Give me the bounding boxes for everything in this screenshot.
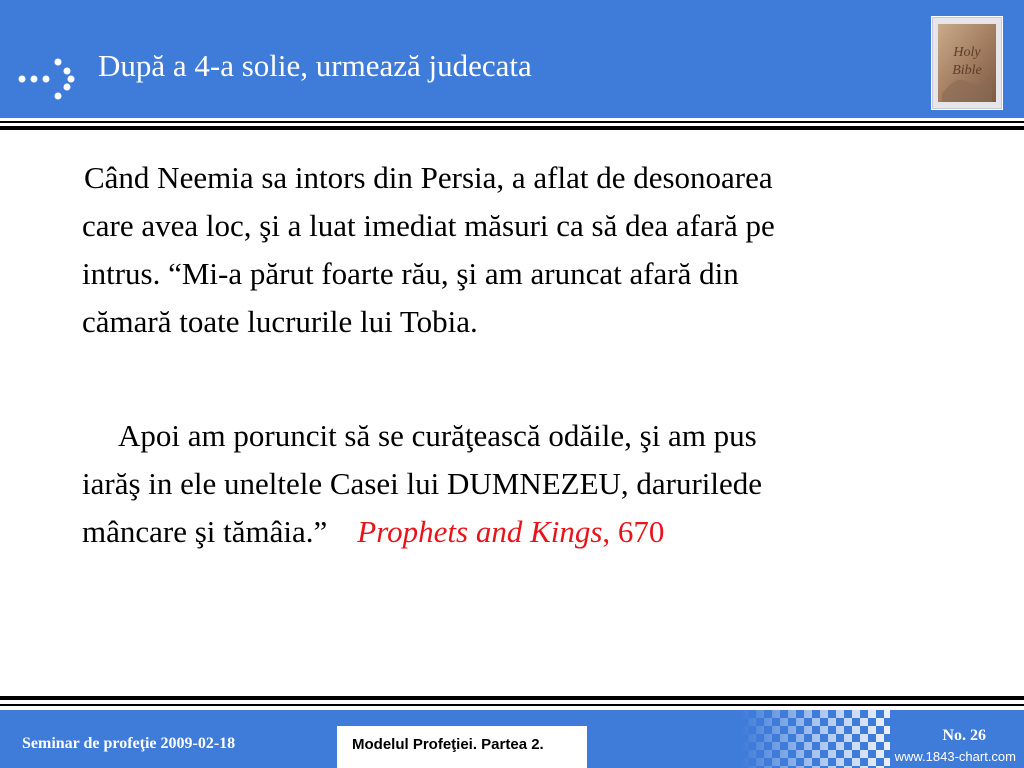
citation-comma: , [602,514,611,549]
paragraph-2-line-last [82,508,992,556]
svg-text:Holy: Holy [953,45,981,60]
svg-text:Bible: Bible [952,63,982,78]
citation-book: Prophets and Kings [357,514,603,549]
header-divider-thin [0,121,1024,123]
footer-divider-thin [0,704,1024,706]
slide-footer [0,710,1024,768]
holy-bible-icon [938,24,996,102]
paragraph-1 [82,154,992,346]
footer-presentation-title: Modelul Profeţiei. Partea 2. [352,736,544,753]
paragraph-2-line: iarăş in ele uneltele Casei lui DUMNEZEU, darurilede [82,466,763,501]
citation-page: 670 [617,514,665,549]
footer-divider-thick [0,696,1024,700]
slide-title: După a 4-a solie, urmează judecata [98,48,532,83]
checker-pattern-icon [740,710,890,768]
slide-number: No. 26 [942,727,986,744]
footer-seminar-label: Seminar de profeţie 2009-02-18 [22,735,236,752]
header-divider-thick [0,126,1024,130]
paragraph-2-line-text: mâncare şi tămâia.” [82,514,328,549]
slide-header [0,0,1024,118]
paragraph-1-line: Când Neemia sa intors din Persia, a aflat de desonoarea [84,160,773,195]
holy-bible-image [931,16,1003,110]
paragraph-2 [82,412,992,556]
footer-center-box [337,726,587,768]
paragraph-1-line: cămară toate lucrurile lui Tobia. [82,304,478,339]
paragraph-1-line: intrus. “Mi-a părut foarte rău, şi am aruncat afară din [82,256,739,291]
paragraph-1-line: care avea loc, şi a luat imediat măsuri ca să dea afară pe [82,208,775,243]
paragraph-2-line: Apoi am poruncit să se curăţească odăile, şi am pus [118,418,757,453]
footer-url: www.1843-chart.com [894,749,1016,764]
dots-decoration-icon [14,52,78,100]
